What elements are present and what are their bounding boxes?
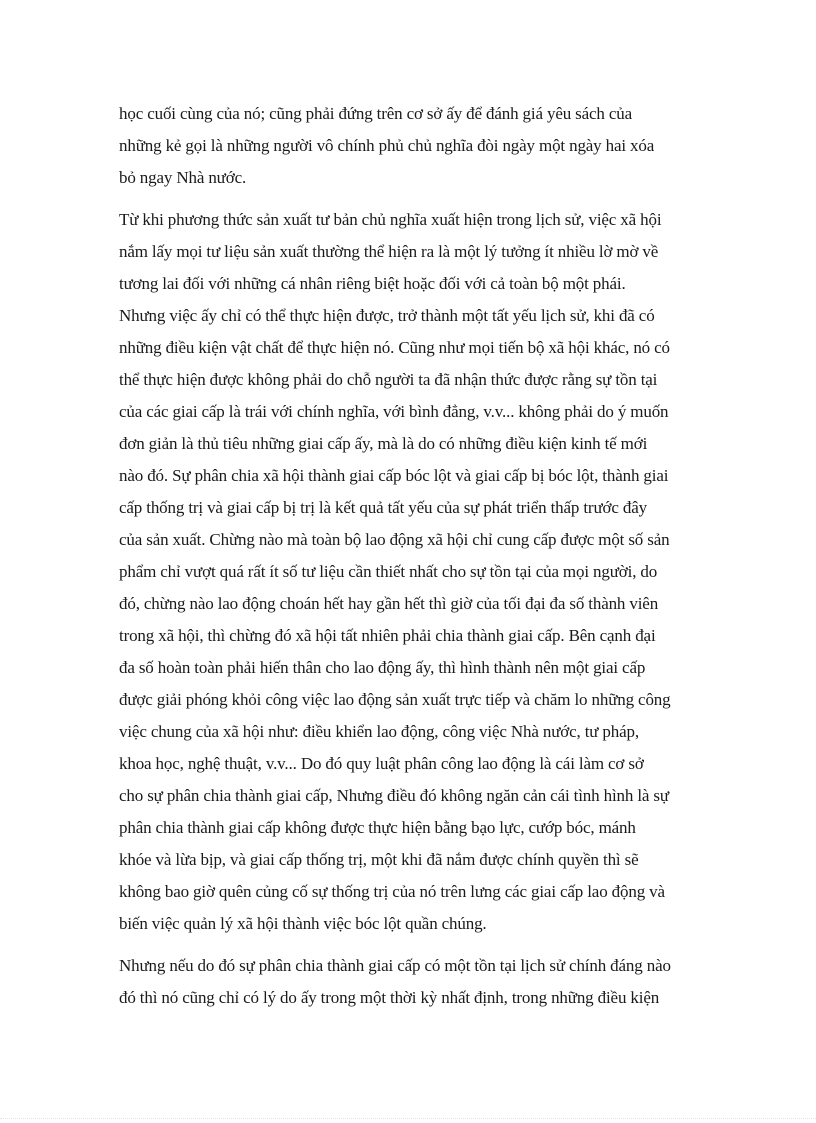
text-line: cấp thống trị và giai cấp bị trị là kết quả tất yếu của sự phát triển thấp trước đây — [119, 498, 647, 517]
paragraph-1 — [119, 98, 699, 194]
text-line: phân chia thành giai cấp không được thực hiện bằng bạo lực, cướp bóc, mánh — [119, 818, 636, 837]
body-text — [119, 98, 699, 1024]
text-line: của sản xuất. Chừng nào mà toàn bộ lao động xã hội chỉ cung cấp được một số sản — [119, 530, 670, 549]
text-line: việc chung của xã hội như: điều khiển lao động, công việc Nhà nước, tư pháp, — [119, 722, 639, 741]
text-line: khóe và lừa bịp, và giai cấp thống trị, một khi đã nắm được chính quyền thì sẽ — [119, 850, 639, 869]
text-line: được giải phóng khỏi công việc lao động sản xuất trực tiếp và chăm lo những công — [119, 690, 671, 709]
text-line: cho sự phân chia thành giai cấp, Nhưng điều đó không ngăn cản cái tình hình là sự — [119, 786, 669, 805]
text-line: nào đó. Sự phân chia xã hội thành giai cấp bóc lột và giai cấp bị bóc lột, thành giai — [119, 466, 669, 485]
text-line: khoa học, nghệ thuật, v.v... Do đó quy luật phân công lao động là cái làm cơ sở — [119, 754, 644, 773]
text-line: đó, chừng nào lao động choán hết hay gần hết thì giờ của tối đại đa số thành viên — [119, 594, 659, 613]
text-line: đơn giản là thủ tiêu những giai cấp ấy, mà là do có những điều kiện kinh tế mới — [119, 434, 648, 453]
text-line: không bao giờ quên củng cố sự thống trị của nó trên lưng các giai cấp lao động và — [119, 882, 665, 901]
text-line: phẩm chỉ vượt quá rất ít số tư liệu cần thiết nhất cho sự tồn tại của mọi người, do — [119, 562, 658, 581]
text-line: của các giai cấp là trái với chính nghĩa, với bình đẳng, v.v... không phải do ý muốn — [119, 402, 669, 421]
text-line: đa số hoàn toàn phải hiến thân cho lao động ấy, thì hình thành nên một giai cấp — [119, 658, 646, 677]
page-bottom-edge — [0, 1118, 816, 1119]
paragraph-2 — [119, 204, 699, 940]
text-line: thể thực hiện được không phải do chỗ người ta đã nhận thức được rằng sự tồn tại — [119, 370, 658, 389]
text-line: Nhưng nếu do đó sự phân chia thành giai cấp có một tồn tại lịch sử chính đáng nào — [119, 956, 671, 975]
text-line: những điều kiện vật chất để thực hiện nó. Cũng như mọi tiến bộ xã hội khác, nó có — [119, 338, 670, 357]
text-line: đó thì nó cũng chỉ có lý do ấy trong một thời kỳ nhất định, trong những điều kiện — [119, 988, 660, 1007]
text-line: tương lai đối với những cá nhân riêng biệt hoặc đối với cả toàn bộ một phái. — [119, 274, 626, 293]
text-line: những kẻ gọi là những người vô chính phủ chủ nghĩa đòi ngày một ngày hai xóa — [119, 136, 655, 155]
text-line: Từ khi phương thức sản xuất tư bản chủ nghĩa xuất hiện trong lịch sử, việc xã hội — [119, 210, 662, 229]
text-line: nắm lấy mọi tư liệu sản xuất thường thể hiện ra là một lý tưởng ít nhiều lờ mờ về — [119, 242, 659, 261]
text-line: biến việc quản lý xã hội thành việc bóc lột quần chúng. — [119, 914, 487, 933]
text-line: Nhưng việc ấy chỉ có thể thực hiện được, trở thành một tất yếu lịch sử, khi đã có — [119, 306, 655, 325]
text-line: bỏ ngay Nhà nước. — [119, 168, 247, 187]
text-line: học cuối cùng của nó; cũng phải đứng trên cơ sở ấy để đánh giá yêu sách của — [119, 104, 633, 123]
paragraph-3 — [119, 950, 699, 1014]
text-line: trong xã hội, thì chừng đó xã hội tất nhiên phải chia thành giai cấp. Bên cạnh đại — [119, 626, 656, 645]
